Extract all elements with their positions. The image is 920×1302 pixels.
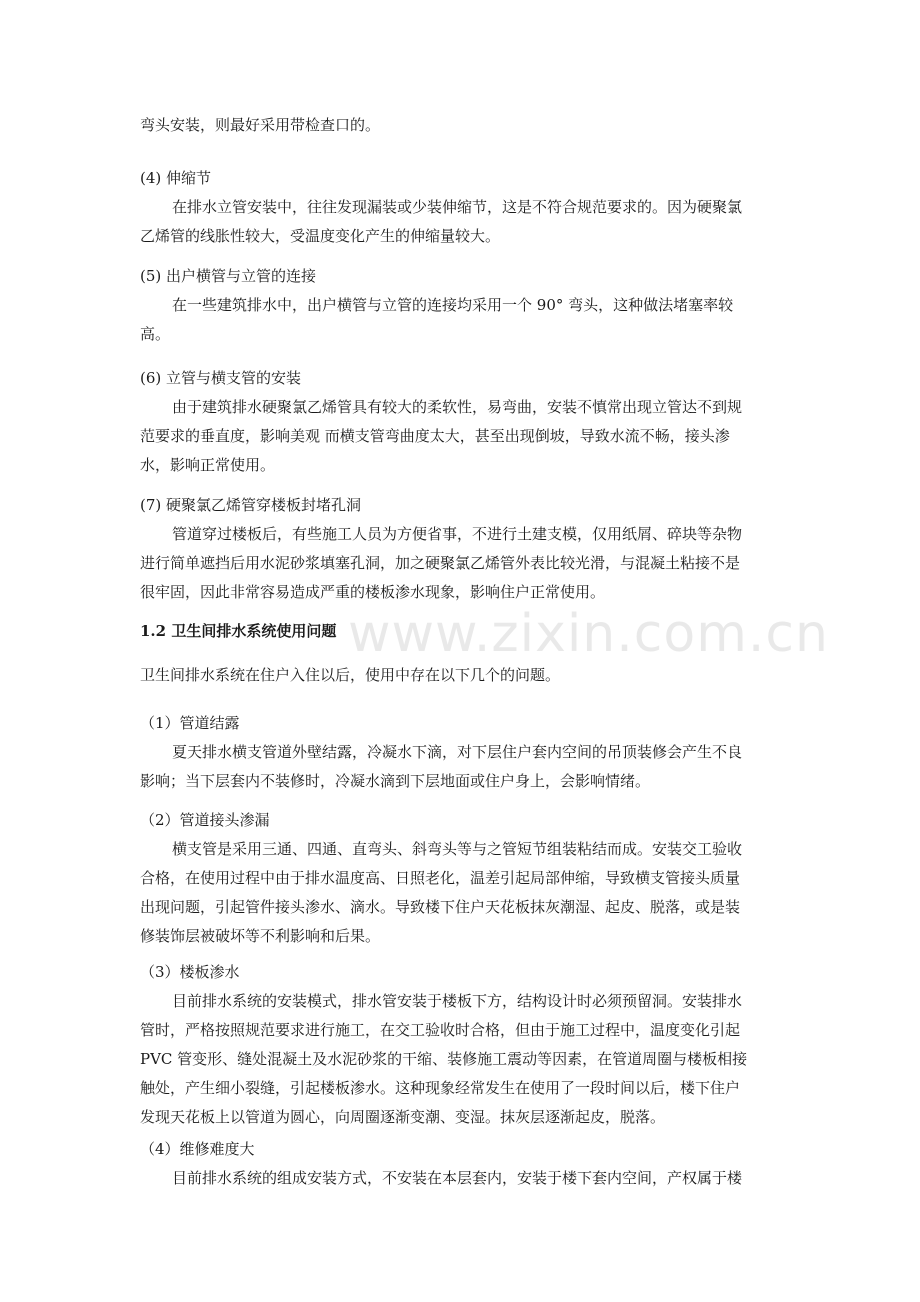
subsection-heading: (4) 伸缩节 bbox=[140, 169, 212, 187]
subsection-heading: （1）管道结露 bbox=[140, 714, 240, 732]
text-line: 高。 bbox=[140, 325, 171, 343]
section-5-outlet-connection bbox=[140, 262, 790, 349]
subsection-heading: （3）楼板渗水 bbox=[140, 963, 240, 981]
text-line: 发现天花板上以管道为圆心，向周圈逐渐变潮、变湿。抹灰层逐渐起皮，脱落。 bbox=[140, 1108, 666, 1126]
text-line: 进行简单遮挡后用水泥砂浆填塞孔洞，加之硬聚氯乙烯管外表比较光滑，与混凝土粘接不是 bbox=[140, 554, 741, 572]
text-line: 修装饰层被破坏等不利影响和后果。 bbox=[140, 927, 381, 945]
text-line: 在排水立管安装中，往往发现漏装或少装伸缩节，这是不符合规范要求的。因为硬聚氯 bbox=[172, 198, 743, 216]
section-1-2-heading-block bbox=[140, 617, 790, 646]
text-line: 管道穿过楼板后，有些施工人员为方便省事，不进行土建支模，仅用纸屑、碎块等杂物 bbox=[172, 525, 743, 543]
text-line: 在一些建筑排水中，出户横管与立管的连接均采用一个 90° 弯头，这种做法堵塞率较 bbox=[172, 296, 734, 314]
section-7-floor-sealing bbox=[140, 491, 790, 607]
text-line: 范要求的垂直度，影响美观 而横支管弯曲度太大，甚至出现倒坡，导致水流不畅，接头渗 bbox=[140, 427, 730, 445]
text-line: 管时，严格按照规范要求进行施工，在交工验收时合格，但由于施工过程中，温度变化引起 bbox=[140, 1021, 741, 1039]
text-line: 出现问题，引起管件接头渗水、滴水。导致楼下住户天花板抹灰潮湿、起皮、脱落，或是装 bbox=[140, 898, 741, 916]
text-line: 卫生间排水系统在住户入住以后，使用中存在以下几个的问题。 bbox=[140, 666, 561, 684]
text-line: 目前排水系统的安装模式，排水管安装于楼板下方，结构设计时必须预留洞。安装排水 bbox=[172, 992, 743, 1010]
text-line: 合格，在使用过程中由于排水温度高、日照老化，温差引起局部伸缩，导致横支管接头质量 bbox=[140, 869, 741, 887]
text-line: 弯头安装，则最好采用带检查口的。 bbox=[140, 116, 381, 134]
issue-3-floor-seepage bbox=[140, 958, 790, 1132]
watermark: www.zixin.com.cn bbox=[348, 604, 829, 664]
issue-4-maintenance-difficulty bbox=[140, 1135, 790, 1193]
text-line: 夏天排水横支管道外壁结露，冷凝水下滴，对下层住户套内空间的吊顶装修会产生不良 bbox=[172, 743, 743, 761]
subsection-heading: （4）维修难度大 bbox=[140, 1140, 255, 1158]
text-line: 触处，产生细小裂缝，引起楼板渗水。这种现象经常发生在使用了一段时间以后，楼下住户 bbox=[140, 1079, 741, 1097]
text-line: 很牢固，因此非常容易造成严重的楼板渗水现象，影响住户正常使用。 bbox=[140, 583, 606, 601]
paragraph-continuation bbox=[140, 111, 790, 140]
text-line: 乙烯管的线胀性较大，受温度变化产生的伸缩量较大。 bbox=[140, 227, 501, 245]
section-4-expansion-joint bbox=[140, 164, 790, 251]
text-line: PVC 管变形、缝处混凝土及水泥砂浆的干缩、装修施工震动等因素，在管道周圈与楼板相接 bbox=[140, 1050, 748, 1068]
subsection-heading: (6) 立管与横支管的安装 bbox=[140, 369, 302, 387]
issue-1-condensation bbox=[140, 709, 790, 796]
text-line: 影响；当下层套内不装修时，冷凝水滴到下层地面或住户身上，会影响情绪。 bbox=[140, 772, 651, 790]
subsection-heading: (5) 出户横管与立管的连接 bbox=[140, 267, 317, 285]
issue-2-joint-leakage bbox=[140, 806, 790, 951]
section-1-2-intro bbox=[140, 661, 790, 690]
text-line: 水，影响正常使用。 bbox=[140, 456, 276, 474]
section-heading: 1.2 卫生间排水系统使用问题 bbox=[140, 622, 337, 640]
text-line: 横支管是采用三通、四通、直弯头、斜弯头等与之管短节组装粘结而成。安装交工验收 bbox=[172, 840, 743, 858]
subsection-heading: （2）管道接头渗漏 bbox=[140, 811, 270, 829]
text-line: 目前排水系统的组成安装方式，不安装在本层套内，安装于楼下套内空间，产权属于楼 bbox=[172, 1169, 743, 1187]
subsection-heading: (7) 硬聚氯乙烯管穿楼板封堵孔洞 bbox=[140, 496, 362, 514]
section-6-riser-branch-install bbox=[140, 364, 790, 480]
text-line: 由于建筑排水硬聚氯乙烯管具有较大的柔软性，易弯曲，安装不慎常出现立管达不到规 bbox=[172, 398, 743, 416]
